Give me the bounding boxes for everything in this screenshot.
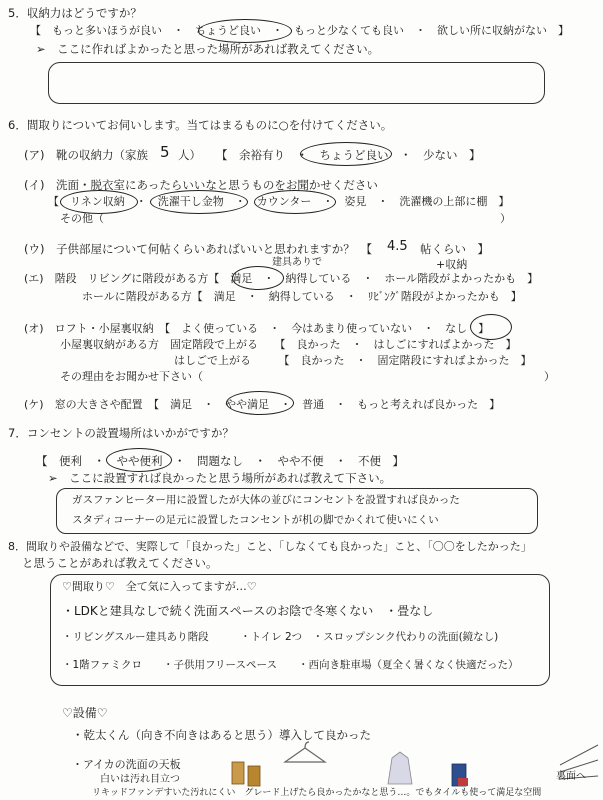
q7-handwritten-1: ガスファンヒーター用に設置したが大体の並びにコンセントを設置すれば良かった bbox=[72, 494, 460, 506]
q6-u-label: (ウ) 子供部屋について何帖くらいあればいいと思われますか？ 【 bbox=[24, 242, 372, 256]
q8-hw-line7: 白いは汚れ目立つ bbox=[100, 774, 180, 785]
q5-title: 5．収納力はどうですか？ bbox=[8, 6, 142, 20]
q6-o-label3: はしごで上がる 【 良かった ・ 固定階段にすればよかった 】 bbox=[174, 354, 532, 367]
q6-o-label: (オ) ロフト・小屋裏収納 【 よく使っている ・ 今はあまり使っていない ・ なし 】 bbox=[24, 322, 490, 335]
q8-hw-setsubi: ♡設備♡ bbox=[62, 706, 108, 720]
q8-hw-line3: ・1階ファミクロ ・子供用フリースペース ・西向き駐車場（夏全く暑くなく快適だった） bbox=[62, 659, 519, 671]
q8-hw-line1: ・LDKと建具なしで続く洗面スペースのお陰で冬寒くない ・畳なし bbox=[62, 604, 434, 618]
q6-title: 6．間取りについてお伺いします。当てはまるものに○を付けてください。 bbox=[8, 118, 393, 132]
q6-e-label2: ホールに階段がある方【 満足 ・ 納得している ・ ﾘﾋﾞﾝｸﾞ階段がよかったかも 】 bbox=[82, 290, 522, 303]
q7-sub: ➢ ここに設置すれば良かったと思う場所があれば教えて下さい。 bbox=[48, 471, 392, 485]
q6-o-label2: 小屋裏収納がある方 固定階段で上がる 【 良かった ・ はしごにすればよかった 】 bbox=[60, 338, 517, 351]
q8-title2: と思うことがあれば教えてください。 bbox=[22, 556, 218, 570]
back-page-note: 裏面へ bbox=[556, 771, 586, 782]
q6-i-other: その他（ ） bbox=[60, 212, 511, 225]
q7-options: 【 便利 ・ やや便利 ・ 問題なし ・ やや不便 ・ 不便 】 bbox=[36, 454, 404, 468]
q6-e-note: 建具ありで bbox=[272, 257, 322, 268]
q6-o-label4: その理由をお聞かせ下さい（ ） bbox=[60, 370, 555, 383]
q6-i-options: 【 リネン収納 ・ 洗濯干し金物 ・ カウンター ・ 姿見 ・ 洗濯機の上部に棚 】 bbox=[48, 195, 510, 208]
socks-icon bbox=[232, 762, 260, 786]
q5-options: 【 もっと多いほうが良い ・ ちょうど良い ・ もっと少なくても良い ・ 欲しい所に収納がない 】 bbox=[30, 24, 569, 37]
scarf-icon bbox=[452, 764, 468, 786]
dress-icon bbox=[388, 752, 412, 784]
q8-hw-line5: ・乾太くん（向き不向きはあると思う）導入して良かった bbox=[72, 728, 371, 742]
q8-hw-line6: ・アイカの洗面の天板 bbox=[72, 758, 181, 771]
q8-hw-line2: ・リビングスルー建具あり階段 ・トイレ 2つ ・スロップシンク代わりの洗面(鏡なし) bbox=[62, 631, 499, 643]
q6-i-label: (イ) 洗面・脱衣室にあったらいいなと思うものをお聞かせください bbox=[24, 178, 378, 192]
q6-a-unit: 人） bbox=[178, 148, 201, 162]
q8-title: 8．間取りや設備などで、実際して「良かった」こと、「しなくても良かった」こと、「〇〇をしたかった」 bbox=[8, 540, 532, 553]
q6-e-label: (エ) 階段 リビングに階段がある方【 満足 ・ 納得している ・ ホール階段がよかったかも 】 bbox=[24, 272, 539, 285]
q6-u-note: +収納 bbox=[436, 258, 468, 271]
q6-u-unit: 帖くらい 】 bbox=[420, 242, 489, 256]
q6-a-label: (ア) 靴の収納力（家族 bbox=[24, 148, 148, 162]
q6-a-options: 【 余裕有り ・ ちょうど良い ・ 少ない 】 bbox=[216, 148, 481, 162]
q7-title: 7．コンセントの設置場所はいかがですか？ bbox=[8, 426, 234, 440]
q6-a-family-count: 5 bbox=[160, 143, 170, 161]
q6-ke-label: (ケ) 窓の大きさや配置 【 満足 ・ やや満足 ・ 普通 ・ もっと考えれば良かった 】 bbox=[24, 398, 501, 411]
q5-sub: ➢ ここに作ればよかったと思った場所があれば教えてください。 bbox=[36, 42, 380, 56]
q8-hw-head: ♡間取り♡ 全て気に入ってますが…♡ bbox=[62, 580, 257, 593]
hanger-icon bbox=[285, 742, 325, 762]
q8-hw-line8: リキッドファンデすいた汚れにくい グレード上げたら良かったかなと思う…。でもタイルも使って満足な空間 bbox=[92, 788, 542, 798]
q6-u-answer: 4.5 bbox=[387, 239, 408, 254]
q7-handwritten-2: スタディコーナーの足元に設置したコンセントが机の脚でかくれて使いにくい bbox=[72, 514, 439, 526]
